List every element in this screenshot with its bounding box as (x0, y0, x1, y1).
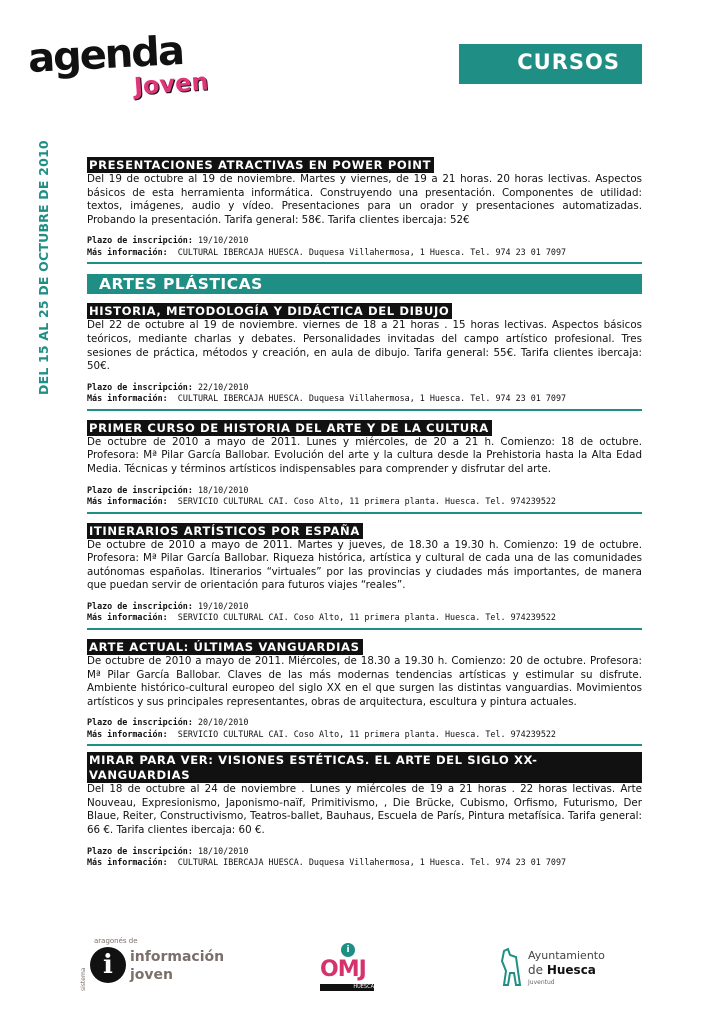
sij-side-text: sistema (80, 967, 87, 991)
course-meta (87, 235, 642, 258)
ayto-line2 (528, 963, 596, 977)
info-label: Más información: (87, 393, 168, 404)
info-line (87, 857, 642, 869)
course-title: HISTORIA, METODOLOGÍA Y DIDÁCTICA DEL DIBUJO (87, 303, 452, 319)
deadline-value: 19/10/2010 (197, 600, 249, 611)
info-label: Más información: (87, 496, 168, 507)
deadline-value: 20/10/2010 (197, 717, 249, 728)
ayto-line2-bold: Huesca (546, 963, 596, 977)
deadline-line (87, 601, 642, 613)
course-description: Del 18 de octubre al 24 de noviembre . Lunes y miércoles de 19 a 21 horas . 22 horas lectivas. Arte Nouveau, Expresionismo, Japonismo-naïf, Primitivismo, , Die Brücke, Cubismo, Orfismo, Futurismo, Der Blaue, Reiter, Constructivismo, Teatros-ballet, Bauhaus, Escuela de París, Pintura metafísica. Tarifa general: 66 €. Tarifa clientes ibercaja: 60 €. (87, 783, 642, 837)
sij-small-text: aragonés de (94, 937, 138, 945)
course-item (87, 154, 642, 264)
deadline-value: 18/10/2010 (197, 484, 249, 495)
info-label: Más información: (87, 728, 168, 739)
course-meta (87, 382, 642, 405)
info-label: Más información: (87, 857, 168, 868)
deadline-line (87, 382, 642, 394)
ayto-line2-prefix: de (528, 963, 547, 977)
agenda-joven-logo (24, 27, 244, 110)
info-label: Más información: (87, 612, 168, 623)
course-item (87, 417, 642, 514)
course-title: ITINERARIOS ARTÍSTICOS POR ESPAÑA (87, 523, 363, 539)
info-value: CULTURAL IBERCAJA HUESCA. Duquesa Villahermosa, 1 Huesca. Tel. 974 23 01 7097 (177, 857, 567, 868)
deadline-value: 18/10/2010 (197, 845, 249, 856)
course-item (87, 752, 642, 872)
info-label: Más información: (87, 246, 168, 257)
info-value: SERVICIO CULTURAL CAI. Coso Alto, 11 primera planta. Huesca. Tel. 974239522 (177, 728, 556, 739)
deadline-line (87, 485, 642, 497)
course-title: PRESENTACIONES ATRACTIVAS EN POWER POINT (87, 157, 434, 173)
deadline-label: Plazo de inscripción: (87, 717, 193, 728)
course-description: De octubre de 2010 a mayo de 2011. Martes y jueves, de 18.30 a 19.30 h. Comienzo: 19 de octubre. Profesora: Mª Pilar García Ballobar. Riqueza histórica, artística y cultural de cada una de las comunidades autónomas españolas. Itinerarios “virtuales” por las provincias y ciudades más importantes, de manera que puedan servir de orientación para futuros viajes “reales”. (87, 538, 642, 592)
info-line (87, 247, 642, 259)
omj-word: OMJ (320, 957, 366, 982)
sij-line1: información (130, 949, 225, 965)
course-description: De octubre de 2010 a mayo de 2011. Miércoles, de 18.30 a 19.30 h. Comienzo: 20 de octubre. Profesora: Mª Pilar García Ballobar. Claves de las más modernas tendencias artísticas y estimular su disfrute. Ambiente histórico-cultural europeo del siglo XX en el que surgen las distintas vanguardias. Movimientos artísticos y sus principales representantes, obras de arquitectura, escultura y pintura actuales. (87, 654, 642, 708)
ayto-line1: Ayuntamiento (528, 949, 605, 962)
info-value: SERVICIO CULTURAL CAI. Coso Alto, 11 primera planta. Huesca. Tel. 974239522 (177, 496, 556, 507)
info-value: CULTURAL IBERCAJA HUESCA. Duquesa Villahermosa, 1 Huesca. Tel. 974 23 01 7097 (177, 393, 567, 404)
deadline-label: Plazo de inscripción: (87, 381, 193, 392)
omj-info-icon: i (341, 943, 355, 957)
section-tab-cursos: CURSOS (459, 44, 642, 84)
ayto-line3: Juventud (528, 979, 555, 986)
course-description: De octubre de 2010 a mayo de 2011. Lunes y miércoles, de 20 a 21 h. Comienzo: 18 de octubre. Profesora: Mª Pilar García Ballobar. Evolución del arte y la cultura desde la Prehistoria hasta la Alta Edad Media. Técnicas y términos artísticos indispensables para comprender y disfrutar del arte. (87, 435, 642, 475)
deadline-line (87, 235, 642, 247)
omj-band: HUESCA (320, 984, 374, 991)
deadline-line (87, 846, 642, 858)
info-line (87, 729, 642, 741)
sij-line2: joven (130, 967, 174, 983)
info-line (87, 612, 642, 624)
footer-sponsor-logos (80, 935, 640, 995)
deadline-label: Plazo de inscripción: (87, 484, 193, 495)
info-line (87, 496, 642, 508)
section-header-artes-plasticas: ARTES PLÁSTICAS (87, 274, 642, 294)
horse-emblem-icon (498, 947, 524, 987)
course-item (87, 300, 642, 410)
course-listing (87, 154, 642, 879)
course-title: MIRAR PARA VER: VISIONES ESTÉTICAS. EL ARTE DEL SIGLO XX- VANGUARDIAS (87, 752, 642, 783)
omj-logo (320, 943, 376, 993)
deadline-line (87, 717, 642, 729)
info-i-icon: i (90, 947, 126, 983)
course-meta (87, 717, 642, 740)
deadline-label: Plazo de inscripción: (87, 845, 193, 856)
ayuntamiento-huesca-logo (498, 943, 638, 993)
side-date-label: DEL 15 AL 25 DE OCTUBRE DE 2010 (36, 140, 51, 395)
deadline-value: 22/10/2010 (197, 381, 249, 392)
course-meta (87, 846, 642, 869)
course-description: Del 22 de octubre al 19 de noviembre. viernes de 18 a 21 horas . 15 horas lectivas. Aspectos básicos teóricos, mediante charlas y debates. Personalidades invitadas del campo artístico profesional. Tres sesiones de práctica, métodos y creación, en aula de dibujo. Tarifa general: 55€. Tarifa clientes ibercaja: 50€. (87, 319, 642, 373)
course-title: PRIMER CURSO DE HISTORIA DEL ARTE Y DE LA CULTURA (87, 420, 492, 436)
course-description: Del 19 de octubre al 19 de noviembre. Martes y viernes, de 19 a 21 horas. 20 horas lectivas. Aspectos básicos de esta herramienta informática. Construyendo una presentación. Componentes de utilidad: textos, imágenes, audio y vídeo. Presentaciones para un orador y presentaciones automatizadas. Probando la presentación. Tarifa general: 58€. Tarifa clientes ibercaja: 52€ (87, 173, 642, 226)
course-meta (87, 485, 642, 508)
deadline-value: 19/10/2010 (197, 235, 249, 246)
logo-joven-text: Joven (133, 67, 210, 101)
course-item (87, 520, 642, 630)
deadline-label: Plazo de inscripción: (87, 235, 193, 246)
course-item (87, 636, 642, 746)
sistema-informacion-joven-logo (80, 935, 230, 993)
info-line (87, 393, 642, 405)
info-value: SERVICIO CULTURAL CAI. Coso Alto, 11 primera planta. Huesca. Tel. 974239522 (177, 612, 556, 623)
deadline-label: Plazo de inscripción: (87, 600, 193, 611)
course-meta (87, 601, 642, 624)
logo-agenda-text: agenda (26, 27, 184, 83)
course-title: ARTE ACTUAL: ÚLTIMAS VANGUARDIAS (87, 639, 363, 655)
info-value: CULTURAL IBERCAJA HUESCA. Duquesa Villahermosa, 1 Huesca. Tel. 974 23 01 7097 (177, 246, 567, 257)
